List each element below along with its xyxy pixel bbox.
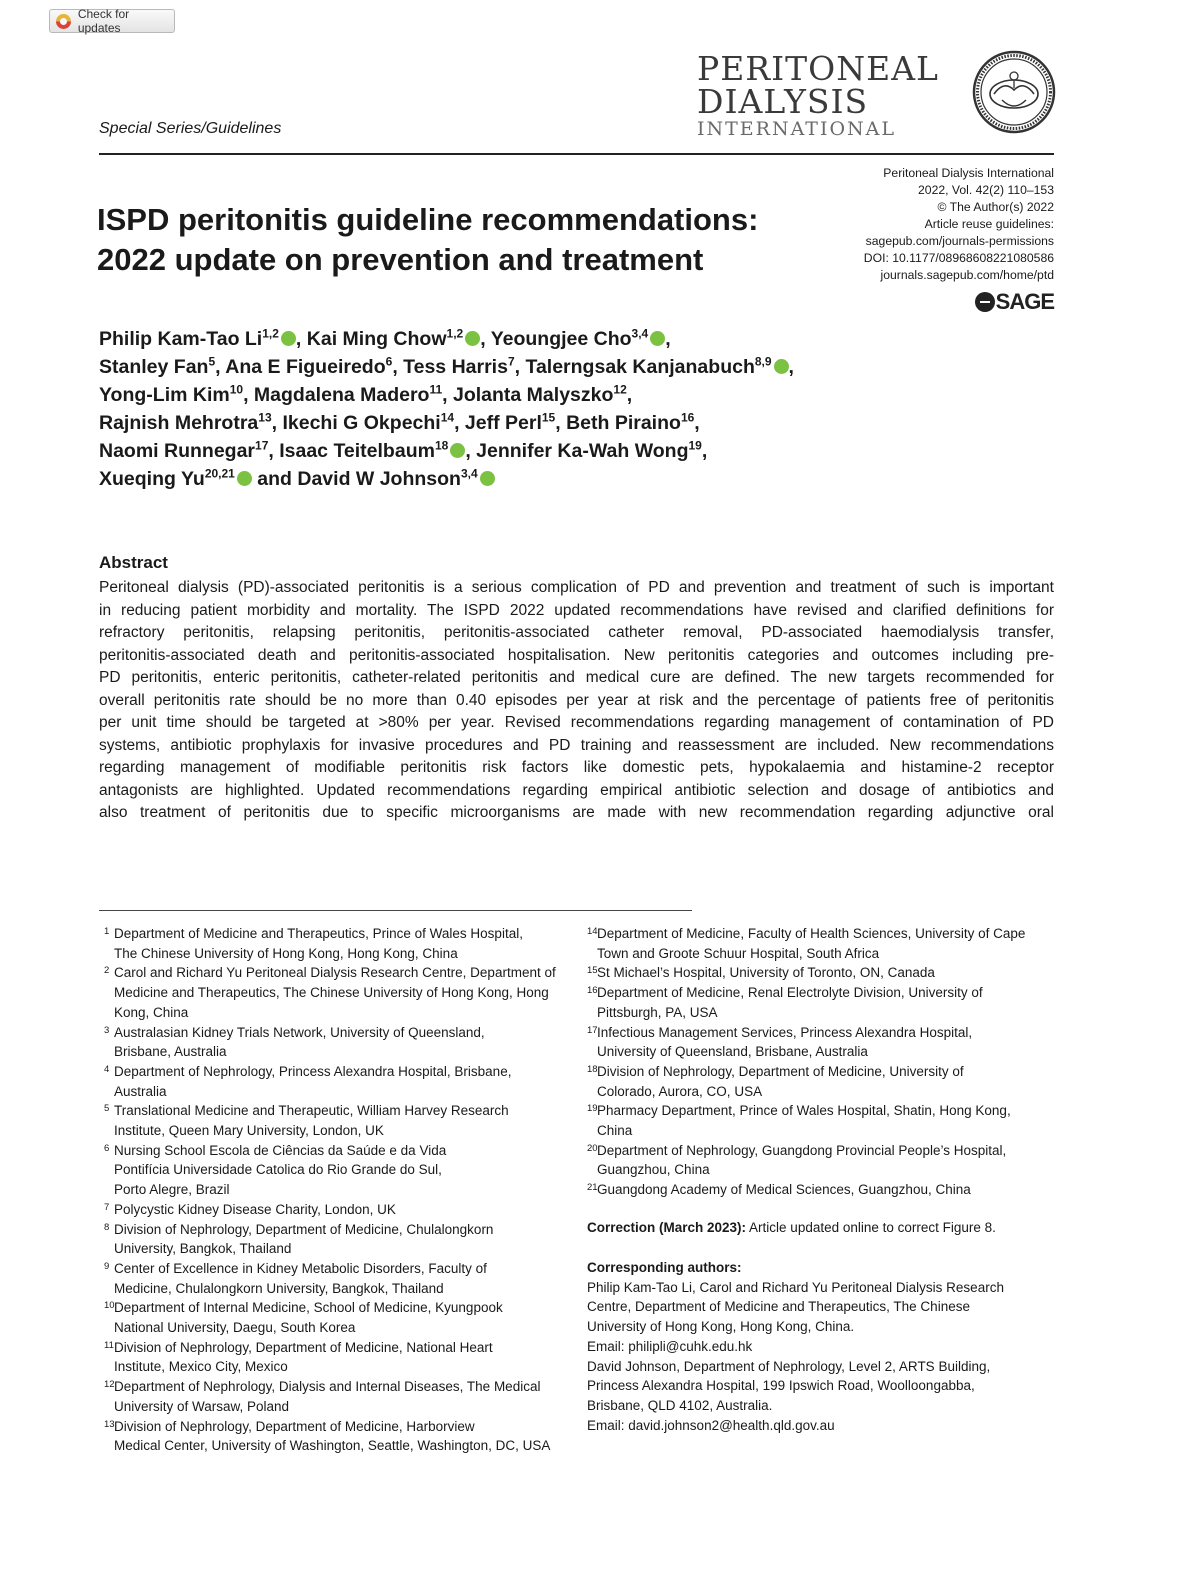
abstract-line: regarding management of modifiable peritonitis risk factors like domestic pets, hypokalaemia and histamine-2 receptor [99, 759, 1054, 776]
author-separator: , [514, 356, 526, 378]
author-separator: , [626, 384, 633, 406]
check-for-updates-button[interactable] [49, 9, 175, 33]
journal-logo-line1: PERITONEAL [697, 49, 939, 88]
affiliation-number: 18 [587, 1063, 598, 1075]
affiliation-text: Guangdong Academy of Medical Sciences, Guangzhou, China [597, 1182, 971, 1198]
author-name[interactable]: Jennifer Ka-Wah Wong [476, 440, 689, 462]
author-affiliation-mark: 3,4 [460, 466, 478, 481]
abstract-line: overall peritonitis rate should be no more than 0.40 episodes per year at risk and the percentage of patients free of peritonitis [99, 691, 1054, 709]
orcid-icon[interactable] [465, 331, 480, 346]
check-for-updates-label: Check for updates [77, 7, 130, 35]
affiliation-text: The Chinese University of Hong Kong, Hong Kong, China [114, 945, 458, 961]
author-name[interactable]: Magdalena Madero [253, 384, 430, 406]
author-affiliation-mark: 8,9 [754, 354, 772, 369]
author-separator: , [442, 384, 453, 406]
author-separator: , [694, 412, 700, 434]
affiliation-text: Department of Nephrology, Princess Alexandra Hospital, Brisbane, [114, 1063, 512, 1079]
corresponding-address-line: University of Hong Kong, Hong Kong, China. [587, 1319, 855, 1335]
abstract-line: peritonitis-associated death and peritonitis-associated hospitalisation. New peritonitis categories and outcomes including pre- [99, 646, 1054, 664]
author-affiliation-mark: 15 [541, 410, 556, 425]
author-separator: , [215, 356, 226, 378]
author-name[interactable]: Philip Kam-Tao Li [99, 328, 263, 350]
affiliation-item [104, 1417, 574, 1456]
corresponding-address-line: Centre, Department of Medicine and Therapeutics, The Chinese [587, 1299, 970, 1315]
affiliation-item [587, 1101, 1057, 1140]
orcid-icon[interactable] [650, 331, 665, 346]
author-separator: , [392, 356, 404, 378]
journal-logo [697, 49, 939, 140]
article-title [97, 200, 857, 280]
affiliation-text: Pittsburgh, PA, USA [597, 1004, 718, 1020]
author-separator: , [665, 328, 671, 350]
affiliation-number: 1 [104, 926, 110, 937]
series-label: Special Series/Guidelines [99, 120, 282, 137]
affiliation-text: Division of Nephrology, Department of Medicine, Chulalongkorn [114, 1221, 494, 1237]
author-affiliation-mark: 3,4 [631, 326, 649, 341]
affiliation-text: Division of Nephrology, Department of Medicine, University of [597, 1063, 964, 1079]
abstract-line: in reducing patient morbidity and mortality. The ISPD 2022 updated recommendations have revised and clarified definitions for [99, 601, 1054, 619]
pub-copyright: © The Author(s) 2022 [937, 200, 1054, 214]
author-list [99, 325, 999, 493]
author-line [99, 381, 999, 409]
author-line [99, 465, 999, 493]
author-name[interactable]: Kai Ming Chow [306, 328, 447, 350]
affiliation-number: 21 [587, 1182, 598, 1194]
affiliation-text: Colorado, Aurora, CO, USA [597, 1083, 763, 1099]
author-affiliation-mark: 7 [507, 354, 515, 369]
affiliation-item [104, 1023, 574, 1062]
affiliation-number: 6 [104, 1142, 110, 1154]
author-affiliation-mark: 12 [613, 382, 627, 397]
author-affiliation-mark: 11 [429, 382, 443, 397]
affiliation-text: Infectious Management Services, Princess Alexandra Hospital, [597, 1024, 973, 1040]
author-affiliation-mark: 1,2 [262, 326, 279, 341]
author-affiliation-mark: 6 [385, 354, 393, 369]
affiliation-text: Australasian Kidney Trials Network, University of Queensland, [114, 1024, 485, 1040]
author-line [99, 437, 999, 465]
update-icon [56, 14, 71, 29]
author-separator: , [268, 440, 280, 462]
author-name[interactable]: Jolanta Malyszko [453, 384, 614, 406]
affiliation-number: 19 [587, 1103, 598, 1115]
affiliation-item [104, 924, 574, 963]
affiliation-item [104, 1101, 574, 1140]
abstract-line: PD peritonitis, enteric peritonitis, catheter-related peritonitis and medical cure are defined. The new targets recommended for [99, 669, 1054, 686]
author-name[interactable]: Stanley Fan [99, 356, 209, 378]
abstract-body [99, 577, 1054, 825]
author-affiliation-mark: 16 [680, 410, 695, 425]
affiliation-number: 7 [104, 1201, 110, 1213]
affiliation-item [104, 1377, 574, 1416]
affiliation-text: Department of Medicine, Renal Electrolyte Division, University of [597, 985, 983, 1001]
corresponding-email[interactable]: Email: david.johnson2@health.qld.gov.au [587, 1417, 835, 1433]
affiliation-text: Department of Nephrology, Guangdong Provincial People’s Hospital, [597, 1142, 1007, 1158]
author-separator: , [465, 440, 477, 462]
author-affiliation-mark: 19 [688, 438, 702, 453]
corresponding-address-line: Philip Kam-Tao Li, Carol and Richard Yu Peritoneal Dialysis Research [587, 1279, 1004, 1295]
publication-info [864, 165, 1054, 284]
author-affiliation-mark: 5 [208, 354, 216, 369]
affiliation-text: Department of Medicine and Therapeutics, Prince of Wales Hospital, [114, 926, 523, 941]
affiliation-text: Pharmacy Department, Prince of Wales Hospital, Shatin, Hong Kong, [597, 1103, 1011, 1119]
affiliation-item [104, 1141, 574, 1200]
author-name[interactable]: Xueqing Yu [99, 468, 205, 490]
orcid-icon[interactable] [450, 443, 465, 458]
affiliation-text: Division of Nephrology, Department of Medicine, Harborview [114, 1418, 475, 1434]
affiliations-right [587, 924, 1057, 1200]
affiliation-text: Center of Excellence in Kidney Metabolic Disorders, Faculty of [114, 1260, 487, 1276]
affiliation-text: Medical Center, University of Washington, Seattle, Washington, DC, USA [114, 1438, 551, 1454]
affiliation-text: Pontifícia Universidade Catolica do Rio Grande do Sul, [114, 1162, 442, 1178]
affiliation-item [104, 1200, 574, 1220]
author-separator: , [243, 384, 254, 406]
author-name[interactable]: Jeff Perl [464, 412, 542, 434]
abstract-line: per unit time should be targeted at >80% per year. Revised recommendations regarding management of contamination of PD [99, 714, 1054, 731]
author-name[interactable]: Isaac Teitelbaum [279, 440, 435, 462]
affiliation-text: Porto Alegre, Brazil [114, 1182, 230, 1198]
affiliation-item [587, 963, 1057, 983]
affiliation-number: 15 [587, 965, 598, 977]
author-separator: , [555, 412, 567, 434]
affiliations-left [104, 924, 574, 1456]
affiliation-number: 4 [104, 1063, 110, 1075]
affiliation-text: Institute, Mexico City, Mexico [114, 1359, 288, 1375]
affiliation-item [104, 1338, 574, 1377]
orcid-icon[interactable] [281, 331, 296, 346]
author-name[interactable]: David W Johnson [297, 468, 461, 490]
author-name[interactable]: Talerngsak Kanjanabuch [525, 356, 755, 378]
title-line-2: 2022 update on prevention and treatment [97, 242, 704, 277]
author-line [99, 325, 999, 353]
affiliation-text: Institute, Queen Mary University, London, UK [114, 1123, 384, 1139]
affiliation-number: 11 [104, 1339, 114, 1351]
author-separator: and [251, 468, 298, 490]
publisher-logo [975, 289, 1054, 315]
author-separator: , [454, 412, 465, 434]
orcid-icon[interactable] [237, 471, 252, 486]
affiliation-item [587, 1180, 1057, 1200]
author-name[interactable]: Yeoungjee Cho [490, 328, 632, 350]
corresponding-address-line: David Johnson, Department of Nephrology, Level 2, ARTS Building, [587, 1358, 991, 1374]
orcid-icon[interactable] [774, 359, 789, 374]
abstract-heading: Abstract [99, 553, 168, 572]
abstract-line: systems, antibiotic prophylaxis for invasive procedures and PD training and reassessment are included. New recommendations [99, 736, 1054, 754]
affiliation-text: Carol and Richard Yu Peritoneal Dialysis Research Centre, Department of [114, 965, 556, 981]
affiliation-number: 16 [587, 985, 598, 997]
author-separator: , [295, 328, 307, 350]
author-name[interactable]: Beth Piraino [566, 412, 681, 434]
author-affiliation-mark: 1,2 [446, 326, 464, 341]
pub-journal: Peritoneal Dialysis International [883, 166, 1054, 180]
society-seal-icon [972, 50, 1056, 134]
author-name[interactable]: Yong-Lim Kim [99, 384, 230, 406]
author-separator: , [271, 412, 283, 434]
author-affiliation-mark: 17 [255, 438, 269, 453]
header-rule [99, 153, 1054, 155]
affiliation-number: 20 [587, 1142, 598, 1154]
affiliation-number: 5 [104, 1103, 110, 1115]
affiliation-text: Medicine, Chulalongkorn University, Bangkok, Thailand [114, 1280, 444, 1296]
affiliation-number: 8 [104, 1221, 110, 1233]
abstract-line: Peritoneal dialysis (PD)-associated peritonitis is a serious complication of PD and prevention and treatment of such is important [99, 579, 1054, 596]
affiliation-number: 13 [104, 1418, 115, 1430]
author-name[interactable]: Naomi Runnegar [99, 440, 256, 462]
affiliation-text: Town and Groote Schuur Hospital, South Africa [597, 945, 880, 961]
affiliation-item [587, 1062, 1057, 1101]
sage-icon [975, 292, 995, 312]
affiliation-text: Department of Internal Medicine, School of Medicine, Kyungpook [114, 1300, 503, 1316]
author-name[interactable]: Ikechi G Okpechi [282, 412, 441, 434]
author-separator: , [788, 356, 794, 378]
journal-logo-line3: INTERNATIONAL [697, 118, 897, 140]
affiliation-item [104, 1298, 574, 1337]
author-affiliation-mark: 13 [258, 410, 272, 425]
affiliation-text: National University, Daegu, South Korea [114, 1320, 356, 1336]
corresponding-email[interactable]: Email: philipli@cuhk.edu.hk [587, 1338, 753, 1354]
corresponding-address-line: Brisbane, QLD 4102, Australia. [587, 1397, 773, 1413]
footnote-rule [99, 910, 692, 911]
affiliation-item [587, 924, 1057, 963]
abstract-line: also treatment of peritonitis due to specific microorganisms are made with new recommendation regarding adjunctive oral [99, 804, 1054, 821]
affiliation-number: 9 [104, 1260, 110, 1272]
pub-volume: 2022, Vol. 42(2) 110–153 [918, 183, 1054, 197]
affiliation-item [104, 1220, 574, 1259]
pub-homepage-link[interactable]: journals.sagepub.com/home/ptd [880, 268, 1054, 282]
affiliation-item [104, 1259, 574, 1298]
correction-text: Article updated online to correct Figure 8. [746, 1220, 996, 1235]
author-line [99, 353, 999, 381]
affiliation-item [104, 963, 574, 1022]
affiliation-text: Translational Medicine and Therapeutic, William Harvey Research [114, 1103, 509, 1119]
author-affiliation-mark: 20,21 [204, 466, 235, 481]
author-name[interactable]: Tess Harris [403, 356, 508, 378]
affiliation-text: China [597, 1123, 633, 1139]
author-name[interactable]: Ana E Figueiredo [225, 356, 386, 378]
affiliation-item [587, 1023, 1057, 1062]
affiliation-text: Nursing School Escola de Ciências da Saúde e da Vida [114, 1142, 447, 1158]
corresponding-authors [587, 1258, 1004, 1435]
abstract-line: antagonists are highlighted. Updated recommendations regarding empirical antibiotic selection and dosage of antibiotics and [99, 781, 1054, 799]
author-separator: , [480, 328, 491, 350]
publisher-name: SAGE [995, 289, 1054, 314]
orcid-icon[interactable] [480, 471, 495, 486]
affiliation-text: St Michael’s Hospital, University of Toronto, ON, Canada [597, 965, 935, 981]
pub-permissions-link[interactable]: sagepub.com/journals-permissions [865, 234, 1054, 248]
affiliation-number: 10 [104, 1300, 115, 1312]
affiliation-number: 2 [104, 965, 110, 977]
author-affiliation-mark: 14 [440, 410, 455, 425]
corresponding-address-line: Princess Alexandra Hospital, 199 Ipswich Road, Woolloongabba, [587, 1378, 975, 1394]
affiliation-item [587, 983, 1057, 1022]
journal-logo-line2: DIALYSIS [697, 82, 869, 121]
affiliation-text: Department of Nephrology, Dialysis and Internal Diseases, The Medical [114, 1379, 541, 1395]
affiliation-text: Kong, China [114, 1004, 189, 1020]
affiliation-number: 3 [104, 1024, 110, 1036]
correction-note [587, 1218, 996, 1238]
affiliation-text: Guangzhou, China [597, 1162, 710, 1178]
pub-reuse-label: Article reuse guidelines: [924, 217, 1054, 231]
affiliation-number: 12 [104, 1379, 115, 1391]
pub-doi-link[interactable]: DOI: 10.1177/08968608221080586 [863, 251, 1054, 265]
affiliation-item [587, 1141, 1057, 1180]
correction-label: Correction (March 2023): [587, 1220, 747, 1235]
affiliation-number: 17 [587, 1024, 598, 1036]
author-line [99, 409, 999, 437]
title-line-1: ISPD peritonitis guideline recommendations: [97, 202, 759, 237]
affiliation-text: Medicine and Therapeutics, The Chinese University of Hong Kong, Hong [114, 985, 549, 1001]
affiliation-text: Division of Nephrology, Department of Medicine, National Heart [114, 1339, 493, 1355]
affiliation-number: 14 [587, 926, 598, 937]
author-affiliation-mark: 18 [434, 438, 449, 453]
author-affiliation-mark: 10 [229, 382, 244, 397]
author-name[interactable]: Rajnish Mehrotra [99, 412, 259, 434]
abstract-line: refractory peritonitis, relapsing peritonitis, peritonitis-associated catheter removal, PD-associated haemodialysis transfer, [99, 624, 1054, 641]
affiliation-item [104, 1062, 574, 1101]
affiliation-text: Polycystic Kidney Disease Charity, London, UK [114, 1201, 396, 1217]
corresponding-heading: Corresponding authors: [587, 1260, 742, 1275]
affiliation-text: Australia [114, 1083, 167, 1099]
affiliation-text: University of Warsaw, Poland [114, 1398, 290, 1414]
author-separator: , [701, 440, 708, 462]
affiliation-text: Brisbane, Australia [114, 1044, 227, 1060]
affiliation-text: University, Bangkok, Thailand [114, 1241, 292, 1257]
affiliation-text: Department of Medicine, Faculty of Health Sciences, University of Cape [597, 926, 1026, 941]
affiliation-text: University of Queensland, Brisbane, Australia [597, 1044, 868, 1060]
